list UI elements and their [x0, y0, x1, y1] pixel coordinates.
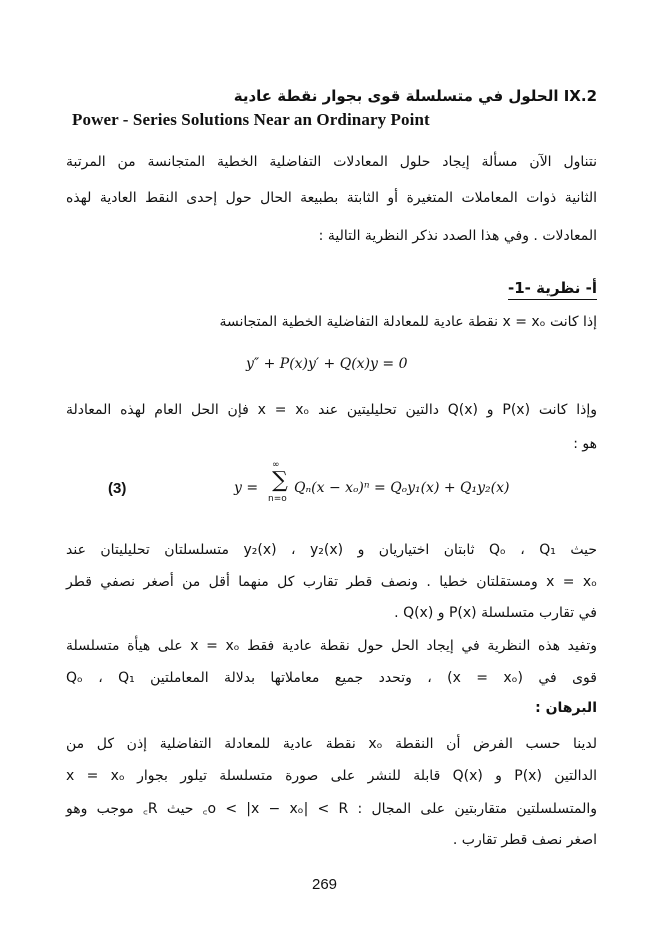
proof-line-2: الدالتين P(x) و Q(x) قابلة للنشر على صورة متسلسلة تيلور بجوار x = xₒ	[66, 768, 597, 784]
theorem-body-line-5: قوى في (x = xₒ) ، وتحدد جميع معاملاتها بدلالة المعاملتين Qₒ ، Q₁	[66, 670, 597, 686]
theorem-line-2: وإذا كانت P(x) و Q(x) دالتين تحليليتين عند x = xₒ فإن الحل العام لهذه المعادلة	[66, 402, 597, 418]
section-title-english: Power - Series Solutions Near an Ordinary Point	[72, 110, 430, 129]
sum-upper-limit: ∞	[272, 460, 280, 470]
theorem-body-line-4: وتفيد هذه النظرية في إيجاد الحل حول نقطة عادية فقط x = xₒ على هيأة متسلسلة	[66, 638, 597, 654]
sum-lower-limit: n=o	[268, 494, 287, 504]
equation-2-lhs: y =	[234, 480, 259, 496]
theorem-body-line-1: حيث Qₒ ، Q₁ ثابتان اختياريان و y₂(x) ، y₂(x) متسلسلتان تحليليتان عند	[66, 542, 597, 558]
proof-line-3: والمتسلسلتين متقاربتين على المجال : o < |x − xₒ| < R꜀ حيث R꜀ موجب وهو	[66, 801, 597, 817]
sum-symbol: ∑	[272, 468, 288, 493]
intro-line-1: نتناول الآن مسألة إيجاد حلول المعادلات التفاضلية الخطية المتجانسة من المرتبة	[66, 154, 597, 170]
intro-line-3: المعادلات . وفي هذا الصدد نذكر النظرية التالية :	[318, 228, 597, 244]
summation-sign	[268, 460, 292, 504]
theorem-heading: أ- نظرية -1-	[508, 278, 597, 300]
theorem-line-3: هو :	[573, 436, 597, 452]
page-number: 269	[312, 876, 338, 893]
theorem-body-line-2: x = xₒ ومستقلتان خطيا . ونصف قطر تقارب كل منهما أقل من أصغر نصفي قطر	[66, 574, 598, 590]
proof-heading: البرهان :	[535, 700, 597, 716]
theorem-body-line-3: في تقارب متسلسلة P(x) و Q(x) .	[394, 605, 597, 621]
equation-1: y″ + P(x)y′ + Q(x)y = 0	[246, 356, 408, 372]
section-title-arabic: IX.2 الحلول في متسلسلة قوى بجوار نقطة عادية	[233, 87, 597, 105]
proof-line-1: لدينا حسب الفرض أن النقطة xₒ نقطة عادية للمعادلة التفاضلية إذن كل من	[66, 736, 597, 752]
equation-number: (3)	[108, 480, 127, 497]
equation-2-rhs: Qₙ(x − xₒ)ⁿ = Qₒy₁(x) + Q₁y₂(x)	[294, 480, 510, 496]
intro-line-2: الثانية ذوات المعاملات المتغيرة أو الثابتة بطبيعة الحال حول إحدى النقط العادية لهذه	[66, 190, 597, 206]
proof-line-4: اصغر نصف قطر تقارب .	[452, 832, 597, 848]
theorem-line-1: إذا كانت x = xₒ نقطة عادية للمعادلة التفاضلية الخطية المتجانسة	[219, 314, 597, 330]
